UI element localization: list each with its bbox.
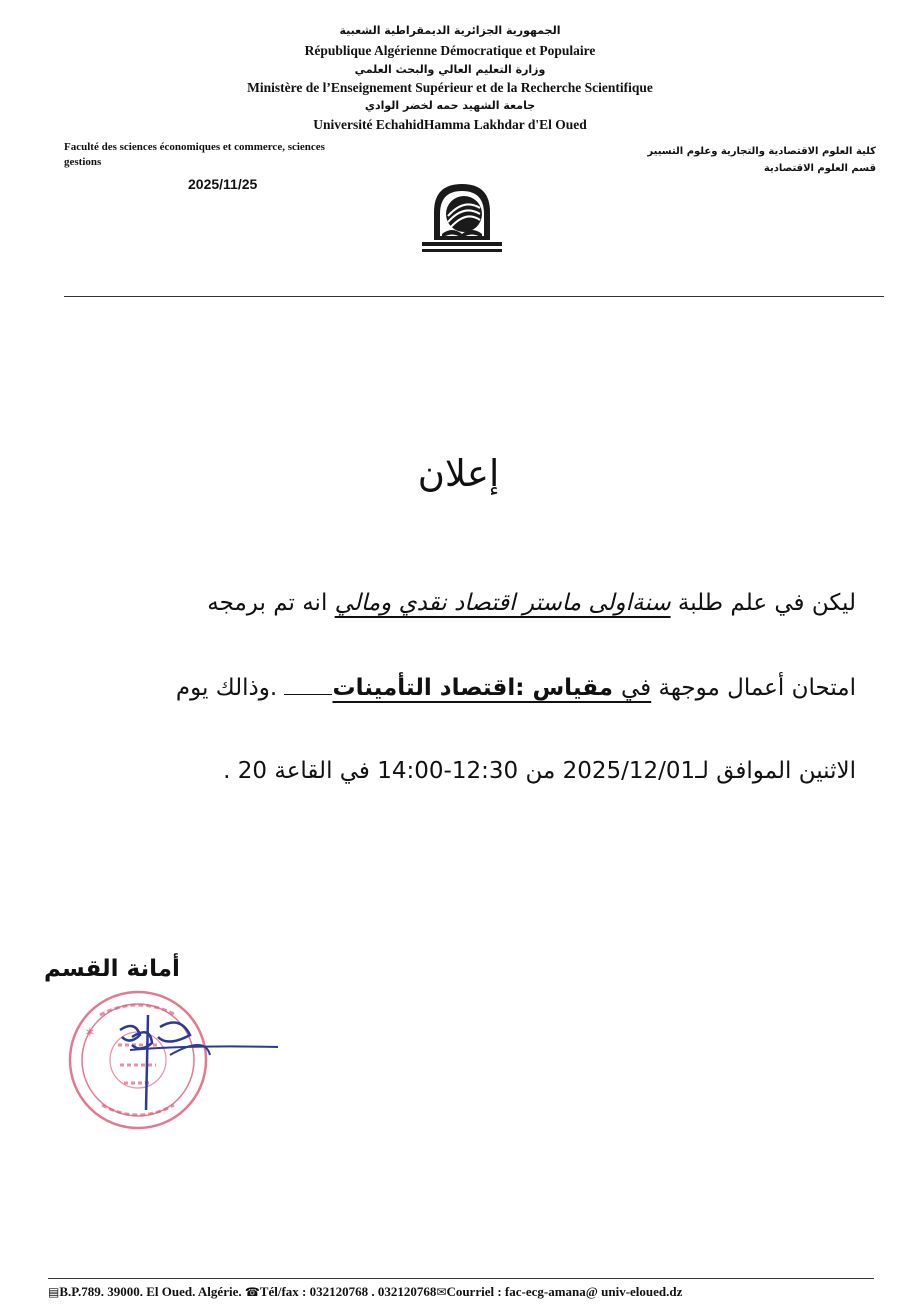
faculty-fr-line1: Faculté des sciences économiques et commerce, sciences (64, 141, 325, 153)
department-ar: قسم العلوم الاقتصادية (763, 163, 876, 174)
footer (48, 1284, 888, 1300)
phone-icon: ☎ (244, 1285, 260, 1299)
university-logo-icon (414, 176, 510, 258)
body-l2-underline (284, 694, 332, 695)
republic-ar: الجمهورية الجزائرية الديمقراطية الشعبية (339, 24, 561, 37)
ministry-ar: وزارة التعليم العالي والبحث العلمي (354, 63, 546, 76)
footer-telfax: Tél/fax : 032120768 . 032120768 (259, 1284, 437, 1299)
email-icon: ✉ (436, 1285, 447, 1299)
university-fr: Université EchahidHamma Lakhdar d'El Oued (313, 117, 587, 132)
footer-address: B.P.789. 39000. El Oued. Algérie. (59, 1284, 242, 1299)
document-date: 2025/11/25 (188, 176, 258, 192)
body-line-3: الاثنين الموافق لـ2025/12/01 من 12:30-14:00 في القاعة 20 . (223, 758, 856, 784)
body-line-2 (176, 675, 856, 701)
body-l2-in: في (621, 675, 652, 701)
body-line-1 (207, 590, 856, 616)
body-l2-d: .وذالك يوم (175, 675, 285, 701)
university-ar: جامعة الشهيد حمه لخضر الوادي (364, 99, 536, 112)
body-l2-module: مقياس :اقتصاد التأمينات (332, 675, 622, 701)
svg-text:✶: ✶ (84, 1025, 96, 1041)
body-l1-a: ليكن في علم طلبة (670, 590, 856, 616)
faculty-fr-line2: gestions (64, 156, 102, 168)
faculty-fr (64, 140, 414, 170)
department-stamp-icon (40, 975, 290, 1145)
footer-email: Courriel : fac-ecg-amana@ univ-eloued.dz (446, 1284, 683, 1299)
faculty-ar-block (576, 143, 876, 177)
body-l1-c: انه تم برمجه (207, 590, 335, 616)
body-l1-level: سنةاولى ماستر اقتصاد نقدي ومالي (334, 590, 671, 616)
faculty-ar: كلية العلوم الاقتصادية والتجارية وعلوم التسيير (647, 146, 876, 157)
body-l2-a: امتحان أعمال موجهة (651, 675, 856, 701)
announcement-title: إعلان (417, 452, 500, 495)
signature-title: أمانة القسم (44, 956, 180, 982)
ministry-fr: Ministère de l’Enseignement Supérieur et de la Recherche Scientifique (247, 80, 653, 95)
republic-fr: République Algérienne Démocratique et Populaire (304, 43, 596, 58)
mailbox-icon: ▤ (48, 1285, 60, 1299)
header-separator (64, 296, 884, 297)
footer-separator (48, 1278, 874, 1279)
